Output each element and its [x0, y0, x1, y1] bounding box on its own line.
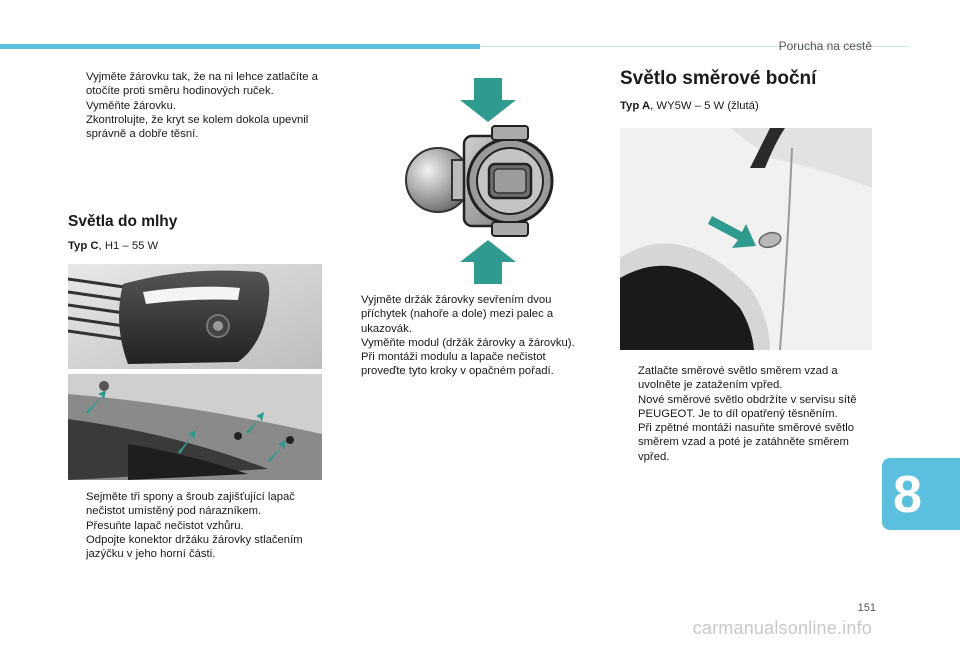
fog-lights-heading: Světla do mlhy — [68, 213, 178, 230]
list-item: Přesuňte lapač nečistot vzhůru. — [86, 519, 244, 532]
top-accent-bar — [0, 44, 480, 49]
list-item: Vyměňte modul (držák žárovky a žárovku). — [361, 336, 575, 349]
list-item: Při zpětné montáži nasuňte směrové světlo směrem vzad a poté je zatáhněte směrem vpřed. — [638, 422, 855, 463]
steps-middle — [343, 293, 593, 379]
steps-right — [620, 364, 878, 464]
fog-lamp-photo — [68, 264, 322, 369]
page-number: 151 — [857, 602, 876, 614]
section-title: Porucha na cestě — [778, 39, 872, 53]
side-indicator-heading: Světlo směrové boční — [620, 68, 817, 89]
bulb-holder-illustration — [398, 76, 578, 286]
list-item: Zatlačte směrové světlo směrem vzad a uvolněte je zatažením vpřed. — [638, 365, 838, 392]
list-item: Zkontrolujte, že kryt se kolem dokola upevnil správně a dobře těsní. — [86, 113, 309, 141]
chapter-number: 8 — [893, 466, 922, 524]
watermark: carmanualsonline.info — [692, 618, 872, 638]
side-indicator-type: Typ A, WY5W – 5 W (žlutá) — [620, 100, 759, 112]
side-indicator-photo — [620, 128, 872, 350]
list-item: Vyměňte žárovku. — [86, 99, 176, 112]
under-bumper-photo — [68, 374, 322, 480]
list-item: Vyjměte držák žárovky sevřením dvou příchytek (nahoře a dole) mezi palec a ukazovák. — [361, 294, 554, 335]
list-item: Při montáži modulu a lapače nečistot proveďte tyto kroky v opačném pořadí. — [361, 351, 554, 378]
list-item: Odpojte konektor držáku žárovky stlačením jazýčku v jeho horní části. — [86, 533, 303, 561]
steps-bottom — [68, 490, 330, 561]
list-item: Nové směrové světlo obdržíte v servisu sítě PEUGEOT. Je to díl opatřený těsněním. — [638, 393, 857, 420]
list-item: Sejměte tři spony a šroub zajišťující lapač nečistot umístěný pod nárazníkem. — [86, 491, 295, 518]
list-item: Vyjměte žárovku tak, že na ni lehce zatlačíte a otočíte proti směru hodinových ruček. — [86, 71, 318, 98]
fog-lights-type: Typ C, H1 – 55 W — [68, 240, 159, 252]
steps-top — [68, 70, 330, 141]
